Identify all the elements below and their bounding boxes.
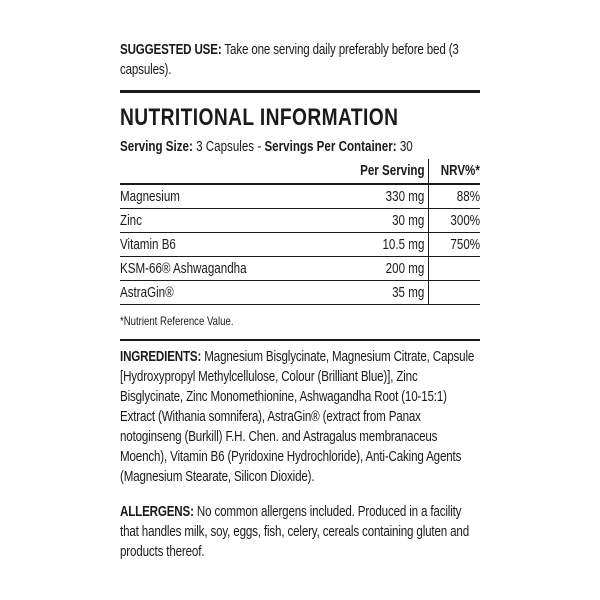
- nutrient-name: Magnesium: [120, 184, 341, 209]
- nutrient-name: KSM-66® Ashwagandha: [120, 257, 341, 281]
- nutrient-nrv: [429, 257, 480, 281]
- serving-size-label: Serving Size:: [120, 139, 193, 155]
- allergens-text: No common allergens included. Produced in a facility that handles milk, soy, eggs, fish, celery, cereals containing gluten and products thereof.: [120, 503, 469, 560]
- servings-per-container-label: Servings Per Container:: [264, 139, 397, 155]
- nrv-footnote: *Nutrient Reference Value.: [120, 314, 234, 328]
- nutrient-name: Vitamin B6: [120, 233, 341, 257]
- ingredients-text: Magnesium Bisglycinate, Magnesium Citrate, Capsule [Hydroxypropyl Methylcellulose, Colour (Brilliant Blue)], Zinc Bisglycinate, Zinc Monomethionine, Ashwagandha Root (10-15:1) Extract (Withania somnifera), AstraGin® (extract from Panax notoginseng (Burkill) F.H. Chen. and Astragalus membranaceus Moench), Vitamin B6 (Pyridoxine Hydrochloride), Anti-Caking Agents (Magnesium Stearate, Silicon Dioxide).: [120, 349, 475, 485]
- allergens-section: [120, 502, 480, 562]
- serving-separator: -: [257, 139, 262, 155]
- suggested-use-label: SUGGESTED USE:: [120, 42, 222, 58]
- nutrient-amount: 35 mg: [341, 281, 429, 305]
- header-per-serving: Per Serving: [341, 159, 429, 184]
- nutrient-name: Zinc: [120, 209, 341, 233]
- servings-per-container-value: 30: [399, 139, 413, 155]
- table-row: [120, 209, 480, 233]
- nutrition-title: NUTRITIONAL INFORMATION: [120, 104, 399, 131]
- header-nrv: NRV%*: [429, 159, 480, 184]
- nutrient-nrv: 88%: [429, 184, 480, 209]
- allergens-label: ALLERGENS:: [120, 503, 194, 520]
- nutrient-nrv: [429, 281, 480, 305]
- ingredients-section: [120, 347, 480, 487]
- nutrition-table: [120, 159, 480, 305]
- supplement-label-panel: [120, 40, 480, 576]
- nutrient-amount: 10.5 mg: [341, 233, 429, 257]
- nutrient-amount: 330 mg: [341, 184, 429, 209]
- suggested-use: [120, 40, 480, 80]
- nutrient-nrv: 300%: [429, 209, 480, 233]
- serving-size-value: 3 Capsules: [196, 139, 255, 155]
- nutrient-amount: 200 mg: [341, 257, 429, 281]
- nutrition-table-header: [120, 159, 480, 184]
- section-divider: [120, 339, 480, 341]
- nutrient-nrv: 750%: [429, 233, 480, 257]
- serving-info: [120, 137, 480, 157]
- nutrient-name: AstraGin®: [120, 281, 341, 305]
- table-row: [120, 257, 480, 281]
- suggested-use-text: Take one serving daily preferably before bed (3 capsules).: [120, 42, 459, 78]
- table-row: [120, 184, 480, 209]
- nutrient-amount: 30 mg: [341, 209, 429, 233]
- ingredients-label: INGREDIENTS:: [120, 349, 202, 365]
- table-row: [120, 281, 480, 305]
- header-nutrient: [120, 159, 341, 184]
- section-divider: [120, 90, 480, 93]
- table-row: [120, 233, 480, 257]
